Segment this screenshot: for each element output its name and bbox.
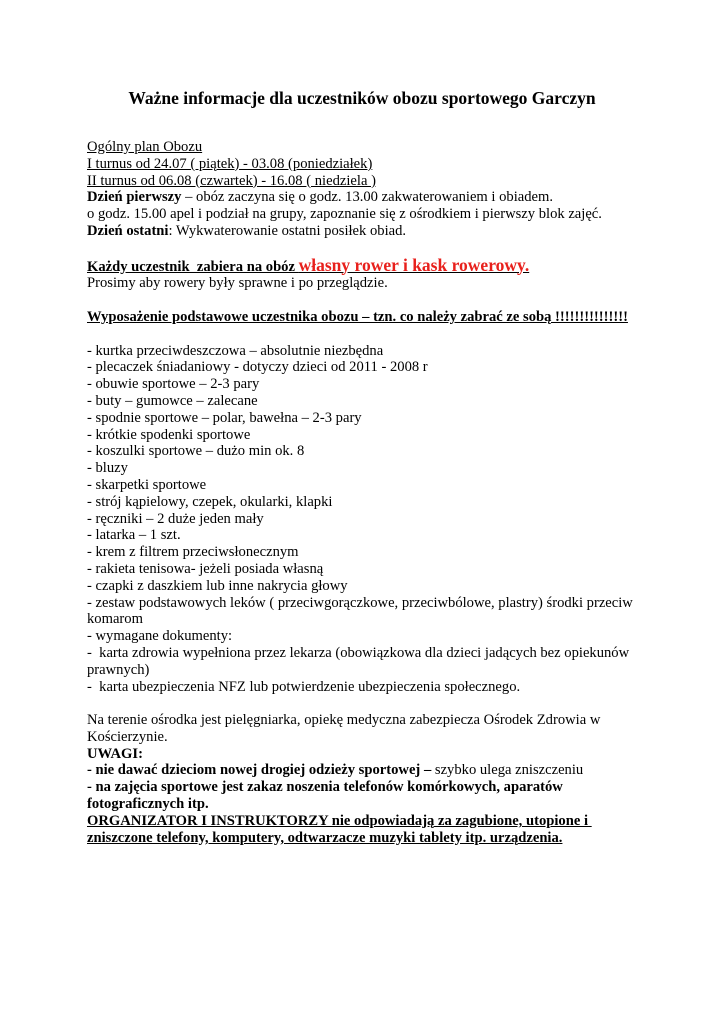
list-item: - buty – gumowce – zalecane <box>87 392 258 409</box>
plan-heading: Ogólny plan Obozu <box>87 139 203 155</box>
list-item: - obuwie sportowe – 2-3 pary <box>87 376 260 393</box>
list-item: - spodnie sportowe – polar, bawełna – 2-3 pary <box>87 409 362 426</box>
bike-requirement <box>87 254 647 276</box>
bike-section <box>87 254 647 293</box>
page-title: Ważne informacje dla uczestników obozu sportowego Garczyn <box>128 88 596 108</box>
list-item: - kurtka przeciwdeszczowa – absolutnie niezbędna <box>87 342 384 359</box>
spacer <box>87 292 647 309</box>
bike-highlight: własny rower i kask rowerowy. <box>298 254 530 275</box>
spacer <box>87 326 647 343</box>
list-item: - krótkie spodenki sportowe <box>87 426 251 443</box>
first-day <box>87 189 647 206</box>
notes-heading: UWAGI: <box>87 745 143 762</box>
note-1-text: szybko ulega zniszczeniu <box>434 762 584 779</box>
first-day-line-2: o godz. 15.00 apel i podział na grupy, zapoznanie się z ośrodkiem i pierwszy blok zajęć. <box>87 206 602 223</box>
camp-plan-section <box>87 139 647 240</box>
list-item: - bluzy <box>87 460 128 477</box>
list-item: - karta ubezpieczenia NFZ lub potwierdzenie ubezpieczenia społecznego. <box>87 678 521 695</box>
note-3: ORGANIZATOR I INSTRUKTORZY nie odpowiadają za zagubione, utopione i zniszczone telefony, komputery, odtwarzacze muzyki tablety itp. urządzenia. <box>87 812 592 846</box>
note-1-bold: - nie dawać dzieciom nowej drogiej odzieży sportowej – <box>87 762 435 779</box>
list-item: - rakieta tenisowa- jeżeli posiada własną <box>87 560 324 577</box>
bike-note: Prosimy aby rowery były sprawne i po przeglądzie. <box>87 275 388 292</box>
last-day-text: : Wykwaterowanie ostatni posiłek obiad. <box>168 222 407 239</box>
list-item: - latarka – 1 szt. <box>87 527 181 544</box>
document-body <box>87 139 647 846</box>
last-day <box>87 223 647 240</box>
list-item: - koszulki sportowe – dużo min ok. 8 <box>87 443 305 460</box>
list-item: - karta zdrowia wypełniona przez lekarza (obowiązkowa dla dzieci jadących bez opiekunów prawnych) <box>87 644 633 678</box>
last-day-label: Dzień ostatni <box>87 222 169 239</box>
list-item: - zestaw podstawowych leków ( przeciwgorączkowe, przeciwbólowe, plastry) środki przeciw komarom <box>87 594 637 628</box>
equipment-section <box>87 309 647 695</box>
list-item: - skarpetki sportowe <box>87 476 207 493</box>
first-day-text: – obóz zaczyna się o godz. 13.00 zakwaterowaniem i obiadem. <box>181 189 554 206</box>
equipment-heading: Wyposażenie podstawowe uczestnika obozu – tzn. co należy zabrać ze sobą !!!!!!!!!!!!!!! <box>87 308 628 325</box>
list-item: - wymagane dokumenty: <box>87 628 233 645</box>
turn-2: II turnus od 06.08 (czwartek) - 16.08 ( niedziela ) <box>87 172 376 189</box>
equipment-list <box>87 343 647 696</box>
note-2: - na zajęcia sportowe jest zakaz noszenia telefonów komórkowych, aparatów fotograficznych itp. <box>87 779 567 813</box>
note-1 <box>87 762 647 779</box>
bike-lead: Każdy uczestnik zabiera na obóz <box>87 258 299 275</box>
first-day-label: Dzień pierwszy <box>87 189 182 206</box>
list-item: - ręczniki – 2 duże jeden mały <box>87 510 264 527</box>
list-item: - czapki z daszkiem lub inne nakrycia głowy <box>87 577 348 594</box>
list-item: - strój kąpielowy, czepek, okularki, klapki <box>87 493 333 510</box>
list-item: - plecaczek śniadaniowy - dotyczy dzieci od 2011 - 2008 r <box>87 359 428 376</box>
list-item: - krem z filtrem przeciwsłonecznym <box>87 544 299 561</box>
turn-1: I turnus od 24.07 ( piątek) - 03.08 (poniedziałek) <box>87 155 373 172</box>
medical-info: Na terenie ośrodka jest pielęgniarka, opiekę medyczna zabezpiecza Ośrodek Zdrowia w Kościerzynie. <box>87 712 605 745</box>
spacer <box>87 695 647 712</box>
notes-section <box>87 746 647 847</box>
